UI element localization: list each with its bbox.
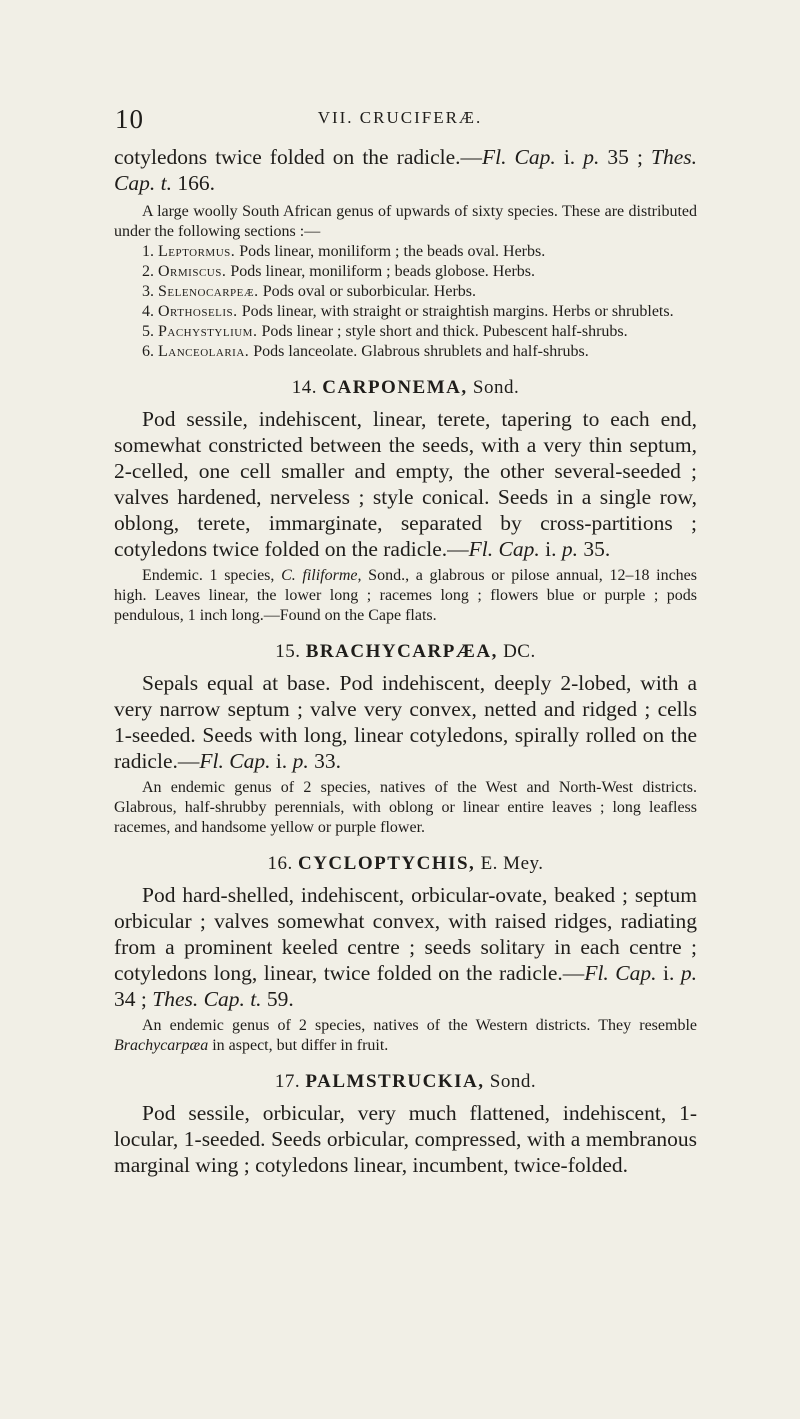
page-content xyxy=(114,144,697,1178)
running-head xyxy=(0,104,800,134)
genus-heading-palmstruckia: 17. PALMSTRUCKIA, Sond. xyxy=(274,1071,537,1092)
genus-heading-brachycarpaea: 15. BRACHYCARPÆA, DC. xyxy=(275,641,536,662)
intro-text: cotyledons twice folded on the radicle.— xyxy=(114,145,483,169)
intro-reference: Thes. Cap. t. xyxy=(114,145,697,195)
genus-description-carponema: Pod sessile, indehiscent, linear, terete, tapering to each end, somewhat constricted between the seeds, with a very thin septum, 2-celled, one cell smaller and empty, the other several-seeded ; valves hardened, nerveless ; style conical. Seeds in a single row, oblong, terete, immarginate, separated by cross-partitions ; cotyledons twice folded on the radicle.—Fl. Cap. i. p. 35. xyxy=(114,407,697,561)
intro-note: A large woolly South African genus of upwards of sixty species. These are distributed under the following sections :— xyxy=(114,203,697,240)
section-list xyxy=(114,242,697,362)
section-item: 4. Orthoselis. Pods linear, with straight or straightish margins. Herbs or shrublets. xyxy=(142,303,674,320)
genus-heading-carponema: 14. CARPONEMA, Sond. xyxy=(291,377,520,398)
genus-description-cycloptychis: Pod hard-shelled, indehiscent, orbicular-ovate, beaked ; septum orbicular ; valves somewhat convex, with raised ridges, radiating from a prominent keeled centre ; seeds solitary in each centre ; cotyledons long, linear, twice folded on the radicle.—Fl. Cap. i. p. 34 ; Thes. Cap. t. 59. xyxy=(114,883,697,1011)
section-item: 6. Lanceolaria. Pods lanceolate. Glabrous shrublets and half-shrubs. xyxy=(142,343,589,360)
genus-description-palmstruckia: Pod sessile, orbicular, very much flattened, indehiscent, 1-locular, 1-seeded. Seeds orbicular, compressed, with a membranous marginal wing ; cotyledons linear, incumbent, twice-folded. xyxy=(114,1101,697,1177)
intro-description xyxy=(114,144,697,196)
intro-text: 166. xyxy=(171,171,215,195)
genus-note-cycloptychis: An endemic genus of 2 species, natives of the Western districts. They resemble Brachycarpæa in aspect, but differ in fruit. xyxy=(114,1017,697,1054)
genus-description-brachycarpaea: Sepals equal at base. Pod indehiscent, deeply 2-lobed, with a very narrow septum ; valve very convex, netted and ridged ; cells 1-seeded. Seeds with long, linear cotyledons, spirally rolled on the radicle.—Fl. Cap. i. p. 33. xyxy=(114,671,697,773)
section-item: 2. Ormiscus. Pods linear, moniliform ; beads globose. Herbs. xyxy=(142,263,536,280)
genus-note-brachycarpaea: An endemic genus of 2 species, natives of the West and North-West districts. Glabrous, half-shrubby perennials, with oblong or linear entire leaves ; long leafless racemes, and handsome yellow or purple flower. xyxy=(114,779,697,836)
intro-page-abbrev: p. xyxy=(583,145,600,169)
intro-reference: Fl. Cap. xyxy=(482,145,556,169)
section-item: 3. Selenocarpeæ. Pods oval or suborbicular. Herbs. xyxy=(142,283,476,300)
intro-text: i. xyxy=(555,145,584,169)
header-title: VII. CRUCIFERÆ. xyxy=(317,108,483,127)
section-item: 5. Pachystylium. Pods linear ; style short and thick. Pubescent half-shrubs. xyxy=(142,323,628,340)
genus-heading-cycloptychis: 16. CYCLOPTYCHIS, E. Mey. xyxy=(267,853,544,874)
genus-note-carponema: Endemic. 1 species, C. filiforme, Sond., a glabrous or pilose annual, 12–18 inches high. Leaves linear, the lower long ; racemes long ; flowers blue or purple ; pods pendulous, 1 inch long.—Found on the Cape flats. xyxy=(114,567,697,624)
intro-text: 35 ; xyxy=(599,145,651,169)
page-number: 10 xyxy=(115,104,144,134)
section-item: 1. Leptormus. Pods linear, moniliform ; the beads oval. Herbs. xyxy=(142,243,546,260)
